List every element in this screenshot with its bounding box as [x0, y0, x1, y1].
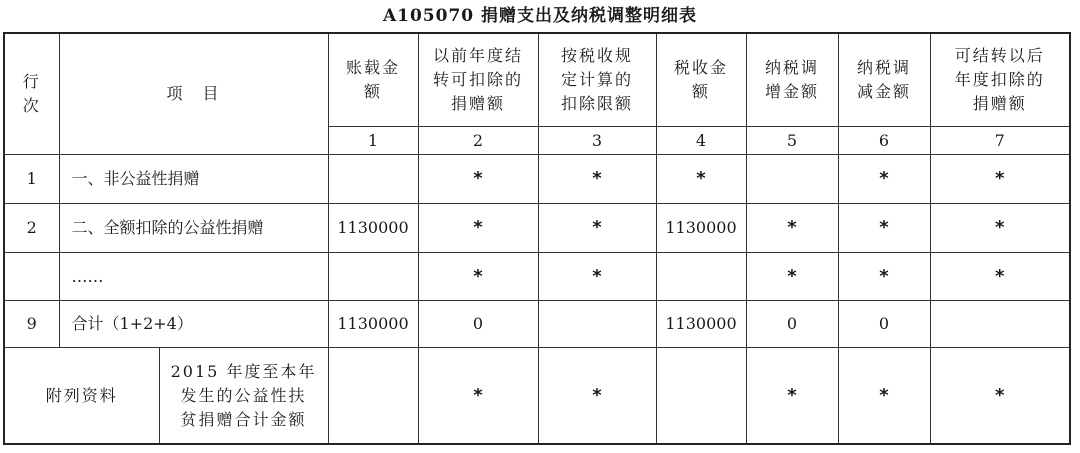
- row-item: 合计（1+2+4）: [59, 301, 328, 348]
- header-col6: [838, 33, 930, 126]
- cell-col6: *: [838, 155, 930, 204]
- column-number: 6: [838, 126, 930, 154]
- text-line: 税收金: [674, 57, 729, 77]
- cell-col3: *: [538, 348, 656, 444]
- cell-col3: *: [538, 252, 656, 301]
- column-number: 2: [418, 126, 538, 154]
- cell-col4: [656, 348, 746, 444]
- header-col7: [930, 33, 1070, 126]
- text-line: 次: [22, 96, 41, 116]
- cell-col6: *: [838, 348, 930, 444]
- cell-col5: 0: [746, 301, 838, 348]
- row-item: 二、全额扣除的公益性捐赠: [59, 203, 328, 252]
- table-row: [4, 155, 1070, 204]
- text-line: 2015 年度至本年: [170, 361, 317, 381]
- table-row: [4, 203, 1070, 252]
- cell-col5: [746, 155, 838, 204]
- column-number: 5: [746, 126, 838, 154]
- text-line: 按税收规: [561, 45, 634, 65]
- cell-col1: [328, 348, 418, 444]
- text-line: 可结转以后: [954, 45, 1045, 65]
- row-item: 一、非公益性捐赠: [59, 155, 328, 204]
- cell-col6: 0: [838, 301, 930, 348]
- column-number: 7: [930, 126, 1070, 154]
- text-line: 额: [364, 81, 383, 101]
- table-row: [4, 252, 1070, 301]
- text-line: 减金额: [857, 81, 912, 101]
- text-line: 转可扣除的: [433, 69, 524, 89]
- cell-col1: 1130000: [328, 301, 418, 348]
- row-number: 2: [4, 203, 59, 252]
- text-line: 账载金: [346, 57, 401, 77]
- cell-col5: *: [746, 252, 838, 301]
- table-row: [4, 301, 1070, 348]
- cell-col6: *: [838, 252, 930, 301]
- row-item: ……: [59, 252, 328, 301]
- header-row-no: [4, 33, 59, 155]
- cell-col5: *: [746, 203, 838, 252]
- text-line: 行: [22, 72, 41, 92]
- cell-col7: *: [930, 203, 1070, 252]
- text-line: 定计算的: [561, 69, 634, 89]
- cell-col3: [538, 301, 656, 348]
- text-line: 额: [692, 81, 711, 101]
- cell-col3: *: [538, 155, 656, 204]
- row-number: 9: [4, 301, 59, 348]
- text-line: 增金额: [765, 81, 820, 101]
- text-line: 捐赠额: [451, 93, 506, 113]
- cell-col2: *: [418, 203, 538, 252]
- row-number: [4, 252, 59, 301]
- text-line: 项 目: [166, 84, 221, 104]
- row-number: 1: [4, 155, 59, 204]
- header-col2: [418, 33, 538, 126]
- table-title: A105070 捐赠支出及纳税调整明细表: [382, 6, 698, 26]
- cell-col5: *: [746, 348, 838, 444]
- header-col4: [656, 33, 746, 126]
- header-col3: [538, 33, 656, 126]
- header-item: [59, 33, 328, 155]
- text-line: 以前年度结: [433, 45, 524, 65]
- text-line: 发生的公益性扶: [180, 385, 307, 405]
- text-line: 贫捐赠合计金额: [180, 409, 307, 429]
- cell-col2: *: [418, 155, 538, 204]
- appendix-sub-label: [159, 348, 328, 444]
- cell-col3: *: [538, 203, 656, 252]
- cell-col4: [656, 252, 746, 301]
- column-number: 4: [656, 126, 746, 154]
- text-line: 纳税调: [765, 57, 820, 77]
- column-number: 3: [538, 126, 656, 154]
- cell-col1: [328, 155, 418, 204]
- cell-col4: 1130000: [656, 301, 746, 348]
- appendix-label: 附列资料: [4, 348, 159, 444]
- column-number: 1: [328, 126, 418, 154]
- header-row: [4, 33, 1070, 126]
- cell-col2: *: [418, 348, 538, 444]
- donation-table: [3, 32, 1071, 445]
- header-col5: [746, 33, 838, 126]
- text-line: 年度扣除的: [954, 69, 1045, 89]
- cell-col7: *: [930, 252, 1070, 301]
- text-line: 纳税调: [857, 57, 912, 77]
- cell-col7: *: [930, 155, 1070, 204]
- cell-col6: *: [838, 203, 930, 252]
- cell-col1: [328, 252, 418, 301]
- cell-col7: [930, 301, 1070, 348]
- appendix-row: [4, 348, 1070, 444]
- cell-col1: 1130000: [328, 203, 418, 252]
- cell-col2: 0: [418, 301, 538, 348]
- text-line: 捐赠额: [972, 93, 1027, 113]
- cell-col4: *: [656, 155, 746, 204]
- cell-col2: *: [418, 252, 538, 301]
- text-line: 扣除限额: [561, 93, 634, 113]
- header-col1: [328, 33, 418, 126]
- cell-col4: 1130000: [656, 203, 746, 252]
- cell-col7: *: [930, 348, 1070, 444]
